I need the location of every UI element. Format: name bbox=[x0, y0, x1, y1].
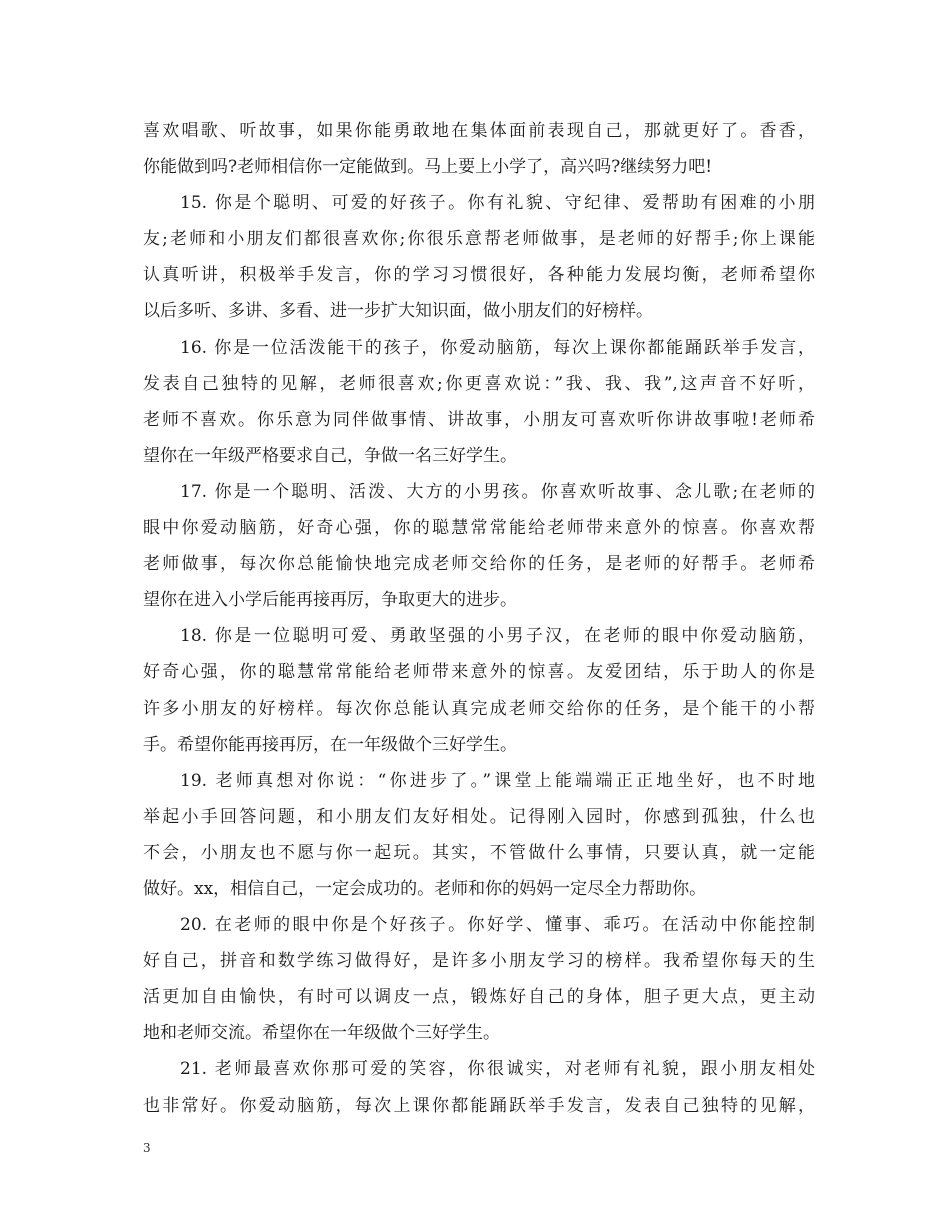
page-number: 3 bbox=[143, 1141, 151, 1155]
text-line: 做好。xx，相信自己，一定会成功的。老师和你的妈妈一定尽全力帮助你。 bbox=[143, 878, 707, 899]
document-body bbox=[143, 113, 815, 1124]
text-line: 认真听讲，积极举手发言，你的学习习惯很好，各种能力发展均衡，老师希望你 bbox=[143, 265, 815, 286]
text-line: 18. 你是一位聪明可爱、勇敢坚强的小男子汉，在老师的眼中你爱动脑筋， bbox=[180, 626, 815, 647]
text-line: 老师不喜欢。你乐意为同伴做事情、讲故事，小朋友可喜欢听你讲故事啦!老师希 bbox=[143, 409, 815, 430]
text-line: 活更加自由愉快，有时可以调皮一点，锻炼好自己的身体，胆子更大点，更主动 bbox=[143, 987, 815, 1008]
text-line: 发表自己独特的见解，老师很喜欢;你更喜欢说：”我、我、我”,这声音不好听， bbox=[143, 373, 815, 394]
text-line: 以后多听、多讲、多看、进一步扩大知识面，做小朋友们的好榜样。 bbox=[143, 301, 653, 322]
text-line: 你能做到吗?老师相信你一定能做到。马上要上小学了，高兴吗?继续努力吧! bbox=[143, 157, 713, 178]
text-line: 21. 老师最喜欢你那可爱的笑容，你很诚实，对老师有礼貌，跟小朋友相处 bbox=[180, 1059, 815, 1080]
text-line: 16. 你是一位活泼能干的孩子，你爱动脑筋，每次上课你都能踊跃举手发言， bbox=[180, 337, 815, 358]
text-line: 不会，小朋友也不愿与你一起玩。其实，不管做什么事情，只要认真，就一定能 bbox=[143, 842, 815, 863]
text-line: 老师做事，每次你总能愉快地完成老师交给你的任务，是老师的好帮手。老师希 bbox=[143, 554, 815, 575]
text-line: 举起小手回答问题，和小朋友们友好相处。记得刚入园时，你感到孤独，什么也 bbox=[143, 806, 815, 827]
text-line: 好自己，拼音和数学练习做得好，是许多小朋友学习的榜样。我希望你每天的生 bbox=[143, 951, 815, 972]
text-line: 好奇心强，你的聪慧常常能给老师带来意外的惊喜。友爱团结，乐于助人的你是 bbox=[143, 662, 815, 683]
text-line: 也非常好。你爱动脑筋，每次上课你都能踊跃举手发言，发表自己独特的见解， bbox=[143, 1095, 815, 1116]
text-line: 友;老师和小朋友们都很喜欢你;你很乐意帮老师做事，是老师的好帮手;你上课能 bbox=[143, 229, 815, 250]
text-line: 望你在进入小学后能再接再厉，争取更大的进步。 bbox=[143, 590, 517, 611]
text-line: 眼中你爱动脑筋，好奇心强，你的聪慧常常能给老师带来意外的惊喜。你喜欢帮 bbox=[143, 518, 815, 539]
text-line: 20. 在老师的眼中你是个好孩子。你好学、懂事、乖巧。在活动中你能控制 bbox=[180, 915, 815, 936]
text-line: 望你在一年级严格要求自己，争做一名三好学生。 bbox=[143, 445, 517, 466]
text-line: 手。希望你能再接再厉，在一年级做个三好学生。 bbox=[143, 734, 517, 755]
text-line: 地和老师交流。希望你在一年级做个三好学生。 bbox=[143, 1023, 500, 1044]
text-line: 17. 你是一个聪明、活泼、大方的小男孩。你喜欢听故事、念儿歌;在老师的 bbox=[180, 481, 815, 502]
text-line: 喜欢唱歌、听故事，如果你能勇敢地在集体面前表现自己，那就更好了。香香， bbox=[143, 121, 815, 141]
text-line: 许多小朋友的好榜样。每次你总能认真完成老师交给你的任务，是个能干的小帮 bbox=[143, 698, 815, 719]
text-line: 15. 你是个聪明、可爱的好孩子。你有礼貌、守纪律、爱帮助有困难的小朋 bbox=[180, 193, 815, 214]
text-line: 19. 老师真想对你说：“你进步了。”课堂上能端端正正地坐好，也不时地 bbox=[180, 770, 815, 791]
